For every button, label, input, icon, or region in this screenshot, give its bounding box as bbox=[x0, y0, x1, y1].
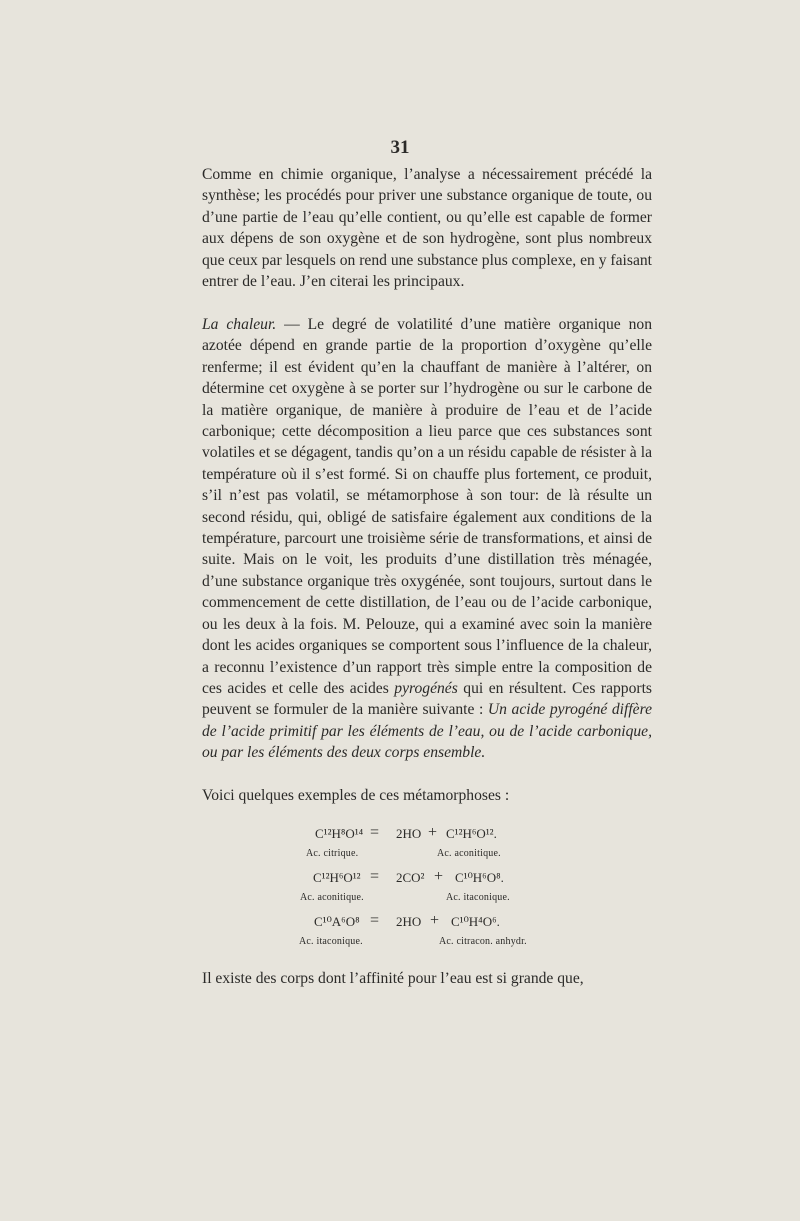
paragraph-heat-text: — Le degré de volatilité d’une matière organique non azotée dépend en grande partie de la proportion d’oxygène qu’elle renferme; il est évident qu’en la chauffant de manière à l’altérer, on détermine cet oxygène à se porter sur l’hydrogène ou sur le carbone de la matière organique, de manière à produire de l’eau et de l’acide carbonique; cette décomposition a lieu parce que ces substances sont volatiles et se dégagent, tandis qu’on a un résidu capable de résister à la température où il s’est formé. Si on chauffe plus fortement, ce produit, s’il n’est pas volatil, se métamorphose à son tour: de là résulte un second résidu, qui, obligé de satisfaire également aux conditions de la température, parcourt une troisième série de transformations, et ainsi de suite. Mais on le voit, les produits d’une distillation très ménagée, d’une substance organique très oxygénée, sont toujours, surtout dans le commencement de cette distillation, de l’eau ou de l’acide carbonique, ou les deux à la fois. M. Pelouze, qui a examiné avec soin la manière dont les acides organiques se comportent sous l’influence de la chaleur, a reconnu l’existence d’un rapport très simple entre la composition de ces acides et celle des acides bbox=[202, 316, 653, 697]
equation-3-rhs: C¹⁰H⁴O⁶. bbox=[451, 914, 500, 929]
paragraph-affinity bbox=[202, 968, 652, 989]
page-number: 31 bbox=[390, 137, 410, 158]
equation-2-rhs: C¹⁰H⁶O⁸. bbox=[455, 870, 504, 885]
equation-1-label-left: Ac. citrique. bbox=[306, 848, 359, 859]
italic-rule: Un acide pyrogéné diffère de l’acide primitif par les éléments de l’eau, ou de l’acide carbonique, ou par les éléments des deux corps ensemble. bbox=[202, 701, 652, 762]
equation-1-mid: 2HO bbox=[396, 826, 422, 841]
equation-1-equals: = bbox=[370, 824, 380, 841]
paragraph-intro-text: Comme en chimie organique, l’analyse a nécessairement précédé la synthèse; les procédés pour priver une substance organique de toute, ou d’une partie de l’eau qu’elle contient, ou qu’elle est capable de former aux dépens de son oxygène et de son hydrogène, sont plus nombreux que ceux par lesquels on rend une substance plus complexe, en y faisant entrer de l’eau. J’en citerai les principaux. bbox=[202, 166, 652, 291]
paragraph-heat-text-2: qui en résultent. Ces rapports peuvent se formuler de la manière suivante : bbox=[202, 679, 652, 719]
equation-2-plus: + bbox=[434, 868, 444, 885]
equation-2-equals: = bbox=[370, 868, 380, 885]
section-heading-heat: La chaleur. bbox=[202, 316, 277, 333]
equation-2-label-right: Ac. itaconique. bbox=[446, 892, 510, 903]
equation-2-mid: 2CO² bbox=[396, 870, 425, 885]
equation-3-equals: = bbox=[370, 912, 380, 929]
equation-1-lhs: C¹²H⁸O¹⁴ bbox=[315, 826, 364, 841]
equation-3-label-right: Ac. citracon. anhydr. bbox=[439, 936, 527, 947]
italic-term-pyrogenes: pyrogénés bbox=[394, 679, 458, 697]
paragraph-examples-text: Voici quelques exemples de ces métamorphoses : bbox=[202, 787, 510, 804]
equation-1-rhs: C¹²H⁶O¹². bbox=[446, 826, 497, 841]
equation-1-plus: + bbox=[428, 824, 438, 841]
equation-3-label-left: Ac. itaconique. bbox=[299, 936, 363, 947]
equation-3-lhs: C¹⁰A⁶O⁸ bbox=[314, 914, 360, 929]
equation-2-lhs: C¹²H⁶O¹² bbox=[313, 870, 361, 885]
equation-3-plus: + bbox=[430, 912, 440, 929]
paragraph-heat bbox=[202, 314, 652, 764]
equation-3-mid: 2HO bbox=[396, 914, 422, 929]
equation-1-label-right: Ac. aconitique. bbox=[437, 848, 501, 859]
paragraph-intro bbox=[202, 164, 652, 292]
equation-2-label-left: Ac. aconitique. bbox=[300, 892, 364, 903]
paragraph-examples-intro bbox=[202, 785, 652, 806]
paragraph-affinity-text: Il existe des corps dont l’affinité pour l’eau est si grande que, bbox=[202, 970, 584, 987]
